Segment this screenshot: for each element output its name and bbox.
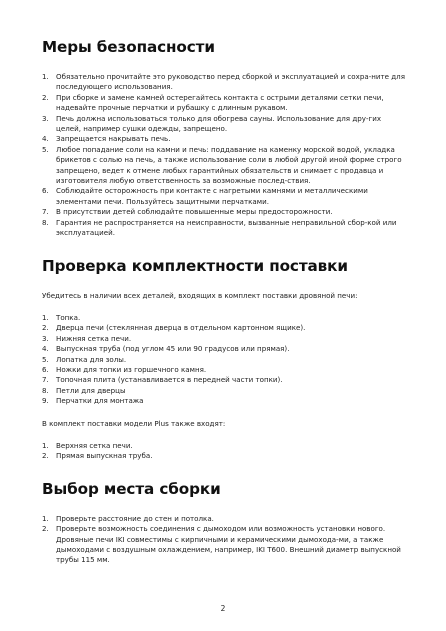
list-item-number: 2. — [42, 92, 49, 102]
list-item — [42, 365, 406, 375]
list-item-number: 1. — [42, 312, 49, 322]
list-item-number: 4. — [42, 134, 49, 144]
list-item — [42, 114, 406, 135]
list-item-number: 2. — [42, 524, 49, 534]
list-item — [42, 323, 406, 333]
safety-list — [42, 72, 406, 239]
list-item — [42, 334, 406, 344]
list-item-text: Проверьте возможность соединения с дымоходом или возможность установки нового. Дровяные печи IKI совместимы с кирпичными и керамическими дымохода-ми, а также дымоходами с воздушным охлаждением, например, IKI T600. Внешний диаметр выпускной трубы 115 мм. — [56, 524, 401, 565]
list-item — [42, 186, 406, 207]
list-item-number: 5. — [42, 354, 49, 364]
list-item — [42, 514, 406, 524]
list-item-text: Прямая выпускная труба. — [56, 451, 153, 461]
list-item-text: Верхняя сетка печи. — [56, 440, 133, 450]
list-item — [42, 386, 406, 396]
list-item-text: Дверца печи (стеклянная дверца в отдельном картонном ящике). — [56, 323, 306, 333]
section-title-place: Выбор места сборки — [42, 479, 221, 498]
list-item-number: 7. — [42, 207, 49, 217]
place-list — [42, 514, 406, 566]
list-item — [42, 134, 406, 144]
kit-intro: Убедитесь в наличии всех деталей, входящих в комплект поставки дровяной печи: — [42, 290, 358, 300]
list-item-text: Нижняя сетка печи. — [56, 333, 132, 343]
list-item-number: 1. — [42, 440, 49, 450]
list-item-number: 5. — [42, 144, 49, 154]
list-item-text: Выпускная труба (под углом 45 или 90 градусов или прямая). — [56, 344, 290, 354]
list-item — [42, 524, 406, 566]
list-item-number: 2. — [42, 451, 49, 461]
list-item-text: Топочная плита (устанавливается в передней части топки). — [56, 375, 283, 385]
list-item — [42, 93, 406, 114]
list-item-number: 4. — [42, 344, 49, 354]
list-item-text: Петли для дверцы — [56, 385, 126, 395]
list-item-number: 8. — [42, 217, 49, 227]
kit-plus-list — [42, 441, 406, 462]
section-title-safety: Меры безопасности — [42, 38, 215, 56]
list-item-text: Гарантия не распространяется на неисправности, вызванные неправильной сбор-кой или эксплуатацией. — [56, 217, 397, 238]
list-item-number: 6. — [42, 186, 49, 196]
list-item-text: Ножки для топки из горшечного камня. — [56, 364, 207, 374]
list-item-text: Печь должна использоваться только для обогрева сауны. Использование для дру-гих целей, например сушки одежды, запрещено. — [56, 113, 382, 134]
list-item — [42, 396, 406, 406]
list-item — [42, 344, 406, 354]
list-item-text: Перчатки для монтажа — [56, 396, 144, 406]
list-item — [42, 441, 406, 451]
kit-list — [42, 313, 406, 407]
list-item-number: 9. — [42, 396, 49, 406]
list-item-number: 8. — [42, 385, 49, 395]
list-item-text: Соблюдайте осторожность при контакте с нагретыми камнями и металлическими элементами печи. Пользуйтесь защитными перчатками. — [56, 186, 368, 206]
list-item — [42, 313, 406, 323]
list-item — [42, 207, 406, 217]
list-item-text: Обязательно прочитайте это руководство перед сборкой и эксплуатацией и сохра-ните для последующего использования. — [56, 72, 405, 92]
list-item-text: Лопатка для золы. — [56, 354, 127, 364]
list-item — [42, 451, 406, 461]
list-item-text: Запрещается накрывать печь. — [56, 134, 171, 144]
list-item — [42, 375, 406, 385]
list-item-text: В присутствии детей соблюдайте повышенные меры предосторожности. — [56, 207, 333, 217]
page-number: 2 — [220, 604, 226, 613]
list-item-number: 3. — [42, 333, 49, 343]
list-item-text: При сборке и замене камней остерегайтесь контакта с острыми деталями сетки печи, надевайте прочные перчатки и рубашку с длинным рукавом. — [56, 92, 384, 113]
section-title-kit: Проверка комплектности поставки — [42, 256, 348, 275]
list-item — [42, 218, 406, 239]
list-item-text: Топка. — [56, 312, 81, 322]
list-item-text: Любое попадание соли на камни и печь: поддавание на каменку морской водой, укладка брикетов с солью на печь, а также использование соли в любой другой иной форме строго запрещено, ведет к отмене любых гарантийных обязательств и снимает с продавца и изготовителя любую ответственность за возможные послед-ствия. — [56, 144, 402, 186]
list-item-number: 6. — [42, 364, 49, 374]
list-item-number: 1. — [42, 513, 49, 523]
list-item-number: 7. — [42, 375, 49, 385]
list-item-number: 2. — [42, 323, 49, 333]
list-item — [42, 355, 406, 365]
kit-plus-intro: В комплект поставки модели Plus также входят: — [42, 418, 226, 428]
list-item-number: 1. — [42, 72, 49, 81]
list-item — [42, 72, 406, 93]
list-item — [42, 145, 406, 187]
list-item-number: 3. — [42, 113, 49, 123]
list-item-text: Проверьте расстояние до стен и потолка. — [56, 513, 214, 523]
